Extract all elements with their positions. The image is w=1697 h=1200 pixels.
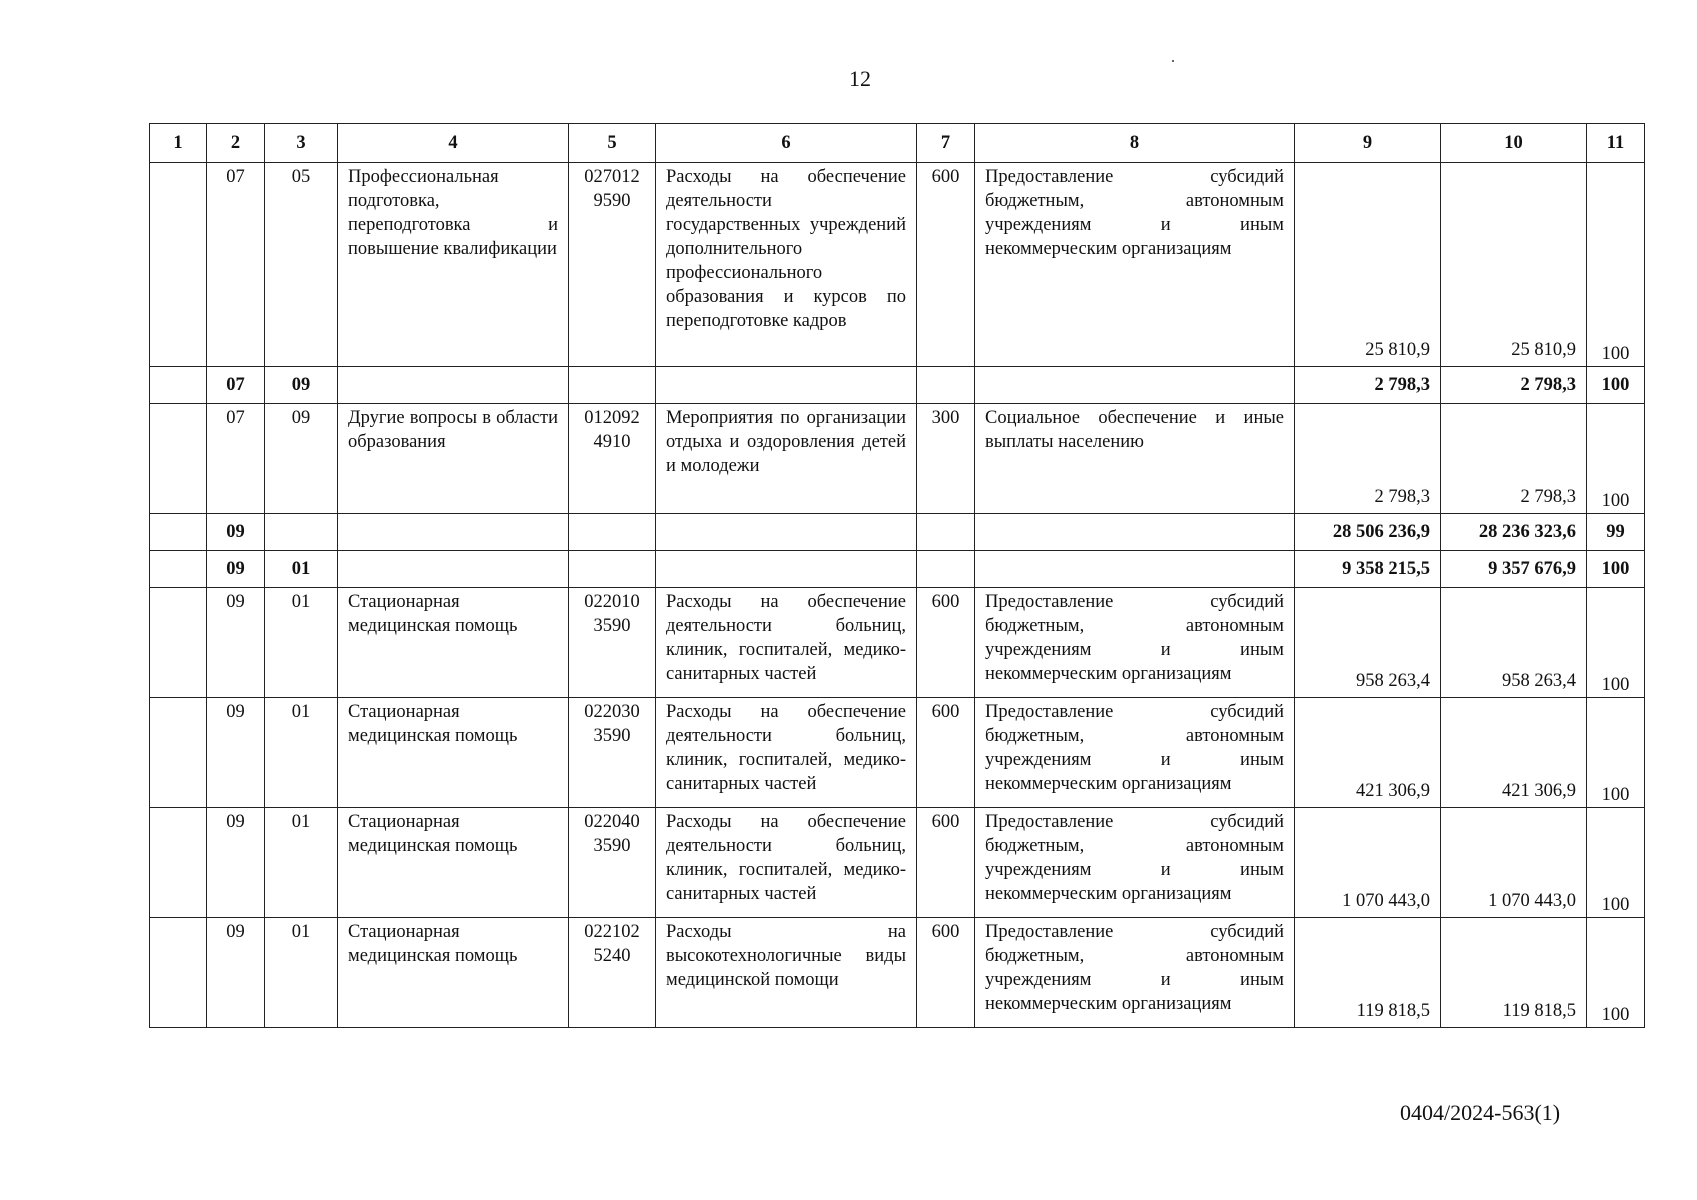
header-cell: 3 <box>265 124 338 163</box>
cell-col1 <box>150 404 207 514</box>
cell-target-code: 022030 3590 <box>569 698 656 808</box>
cell-subsection: 09 <box>265 367 338 404</box>
budget-table <box>149 123 1645 1028</box>
cell-col1 <box>150 698 207 808</box>
header-cell: 1 <box>150 124 207 163</box>
header-cell: 10 <box>1441 124 1587 163</box>
cell-percent: 100 <box>1587 698 1645 808</box>
cell-section: 09 <box>207 514 265 551</box>
cell-plan-amount: 958 263,4 <box>1295 588 1441 698</box>
cell-expense-type: 600 <box>917 808 975 918</box>
cell-actual-amount: 28 236 323,6 <box>1441 514 1587 551</box>
cell-section: 07 <box>207 367 265 404</box>
cell-target-code: 022040 3590 <box>569 808 656 918</box>
cell-subsection: 09 <box>265 404 338 514</box>
header-row <box>150 124 1645 163</box>
table-row-subtotal <box>150 551 1645 588</box>
cell-actual-amount: 1 070 443,0 <box>1441 808 1587 918</box>
cell-expense-type-name <box>975 514 1295 551</box>
cell-plan-amount: 2 798,3 <box>1295 367 1441 404</box>
cell-plan-amount: 25 810,9 <box>1295 163 1441 367</box>
cell-target-code: 022102 5240 <box>569 918 656 1028</box>
cell-col1 <box>150 588 207 698</box>
table-row <box>150 918 1645 1028</box>
cell-percent: 99 <box>1587 514 1645 551</box>
cell-actual-amount: 119 818,5 <box>1441 918 1587 1028</box>
cell-target-code: 027012 9590 <box>569 163 656 367</box>
cell-target-code <box>569 367 656 404</box>
cell-section: 07 <box>207 163 265 367</box>
cell-section: 09 <box>207 588 265 698</box>
cell-subsection: 01 <box>265 551 338 588</box>
table-row <box>150 698 1645 808</box>
cell-subsection-name <box>338 514 569 551</box>
cell-target-code: 022010 3590 <box>569 588 656 698</box>
cell-expense-type-name <box>975 551 1295 588</box>
cell-subsection: 01 <box>265 588 338 698</box>
table-row-subtotal <box>150 367 1645 404</box>
cell-target-name: Расходы на обеспечение деятельности больниц, клиник, госпиталей, медико-санитарных частей <box>656 588 917 698</box>
cell-subsection-name: Другие вопросы в области образования <box>338 404 569 514</box>
cell-plan-amount: 2 798,3 <box>1295 404 1441 514</box>
cell-col1 <box>150 163 207 367</box>
cell-target-name <box>656 551 917 588</box>
cell-percent: 100 <box>1587 808 1645 918</box>
cell-actual-amount: 2 798,3 <box>1441 367 1587 404</box>
cell-percent: 100 <box>1587 551 1645 588</box>
cell-actual-amount: 25 810,9 <box>1441 163 1587 367</box>
cell-subsection <box>265 514 338 551</box>
cell-actual-amount: 9 357 676,9 <box>1441 551 1587 588</box>
header-cell: 6 <box>656 124 917 163</box>
cell-subsection-name: Профессиональная подготовка, переподготовка и повышение квалификации <box>338 163 569 367</box>
cell-subsection-name: Стационарная медицинская помощь <box>338 588 569 698</box>
cell-actual-amount: 2 798,3 <box>1441 404 1587 514</box>
page-number: 12 <box>849 66 871 91</box>
cell-expense-type-name: Предоставление субсидий бюджетным, автономным учреждениям и иным некоммерческим организациям <box>975 808 1295 918</box>
cell-actual-amount: 958 263,4 <box>1441 588 1587 698</box>
cell-percent: 100 <box>1587 588 1645 698</box>
cell-percent: 100 <box>1587 404 1645 514</box>
cell-col1 <box>150 808 207 918</box>
cell-col1 <box>150 367 207 404</box>
table-row <box>150 163 1645 367</box>
cell-expense-type-name: Социальное обеспечение и иные выплаты населению <box>975 404 1295 514</box>
header-cell: 5 <box>569 124 656 163</box>
table-row <box>150 404 1645 514</box>
cell-actual-amount: 421 306,9 <box>1441 698 1587 808</box>
cell-col1 <box>150 918 207 1028</box>
cell-col1 <box>150 551 207 588</box>
cell-target-name: Расходы на высокотехнологичные виды медицинской помощи <box>656 918 917 1028</box>
cell-target-name <box>656 514 917 551</box>
cell-expense-type-name: Предоставление субсидий бюджетным, автономным учреждениям и иным некоммерческим организациям <box>975 163 1295 367</box>
cell-expense-type: 300 <box>917 404 975 514</box>
cell-plan-amount: 28 506 236,9 <box>1295 514 1441 551</box>
cell-target-name: Расходы на обеспечение деятельности больниц, клиник, госпиталей, медико-санитарных частей <box>656 698 917 808</box>
cell-subsection-name: Стационарная медицинская помощь <box>338 918 569 1028</box>
cell-expense-type: 600 <box>917 918 975 1028</box>
header-cell: 9 <box>1295 124 1441 163</box>
cell-section: 07 <box>207 404 265 514</box>
header-cell: 7 <box>917 124 975 163</box>
scan-speck <box>1172 60 1174 62</box>
cell-expense-type <box>917 367 975 404</box>
cell-target-code <box>569 551 656 588</box>
cell-expense-type: 600 <box>917 163 975 367</box>
cell-plan-amount: 9 358 215,5 <box>1295 551 1441 588</box>
document-code: 0404/2024-563(1) <box>1400 1100 1561 1125</box>
header-cell: 4 <box>338 124 569 163</box>
cell-expense-type-name: Предоставление субсидий бюджетным, автономным учреждениям и иным некоммерческим организациям <box>975 918 1295 1028</box>
cell-subsection: 01 <box>265 808 338 918</box>
cell-expense-type <box>917 551 975 588</box>
cell-section: 09 <box>207 698 265 808</box>
cell-expense-type: 600 <box>917 588 975 698</box>
table-row <box>150 588 1645 698</box>
table-row-subtotal <box>150 514 1645 551</box>
cell-percent: 100 <box>1587 163 1645 367</box>
cell-subsection: 05 <box>265 163 338 367</box>
header-cell: 2 <box>207 124 265 163</box>
header-cell: 8 <box>975 124 1295 163</box>
cell-plan-amount: 421 306,9 <box>1295 698 1441 808</box>
cell-expense-type-name: Предоставление субсидий бюджетным, автономным учреждениям и иным некоммерческим организациям <box>975 698 1295 808</box>
cell-target-name: Расходы на обеспечение деятельности больниц, клиник, госпиталей, медико-санитарных частей <box>656 808 917 918</box>
cell-target-name: Расходы на обеспечение деятельности государственных учреждений дополнительного профессионального образования и курсов по переподготовке кадров <box>656 163 917 367</box>
cell-subsection-name <box>338 367 569 404</box>
cell-target-name <box>656 367 917 404</box>
cell-section: 09 <box>207 808 265 918</box>
cell-target-code <box>569 514 656 551</box>
cell-subsection-name: Стационарная медицинская помощь <box>338 808 569 918</box>
cell-expense-type-name: Предоставление субсидий бюджетным, автономным учреждениям и иным некоммерческим организациям <box>975 588 1295 698</box>
cell-expense-type <box>917 514 975 551</box>
cell-section: 09 <box>207 551 265 588</box>
cell-subsection: 01 <box>265 698 338 808</box>
cell-expense-type: 600 <box>917 698 975 808</box>
cell-target-name: Мероприятия по организации отдыха и оздоровления детей и молодежи <box>656 404 917 514</box>
cell-plan-amount: 1 070 443,0 <box>1295 808 1441 918</box>
cell-percent: 100 <box>1587 367 1645 404</box>
cell-subsection-name <box>338 551 569 588</box>
cell-target-code: 012092 4910 <box>569 404 656 514</box>
header-cell: 11 <box>1587 124 1645 163</box>
cell-subsection: 01 <box>265 918 338 1028</box>
table-row <box>150 808 1645 918</box>
cell-subsection-name: Стационарная медицинская помощь <box>338 698 569 808</box>
cell-expense-type-name <box>975 367 1295 404</box>
cell-plan-amount: 119 818,5 <box>1295 918 1441 1028</box>
cell-section: 09 <box>207 918 265 1028</box>
cell-percent: 100 <box>1587 918 1645 1028</box>
cell-col1 <box>150 514 207 551</box>
